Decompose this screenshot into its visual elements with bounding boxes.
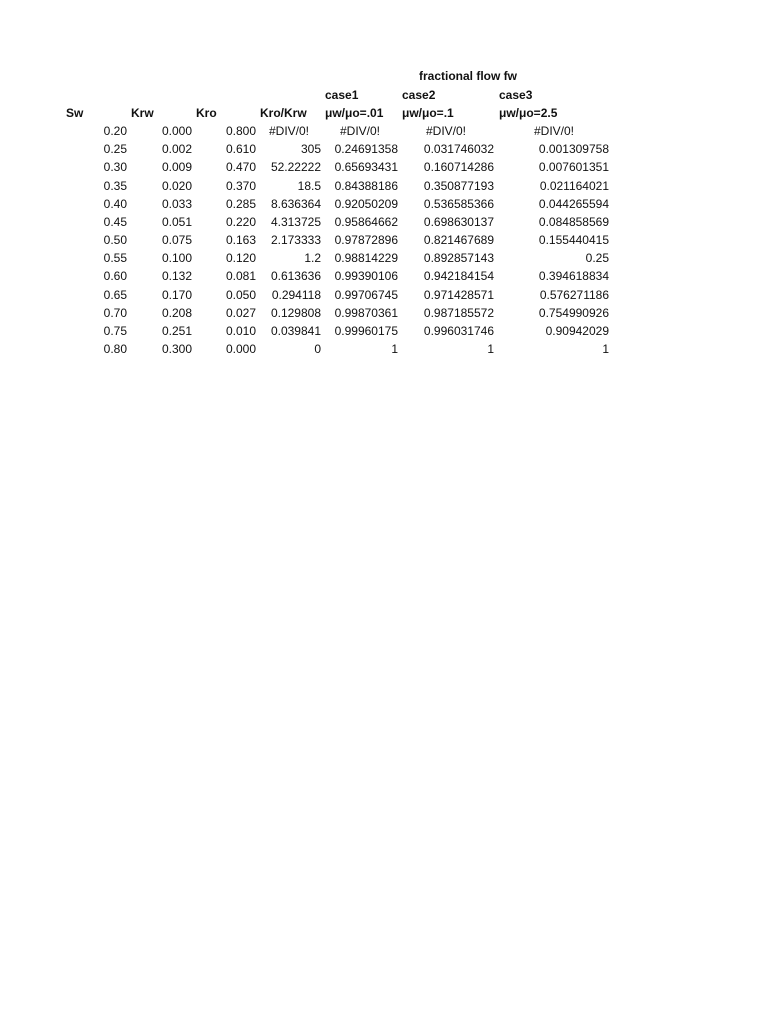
cell-kro-krw: 0.613636 <box>270 269 321 283</box>
cell-kro-krw: 4.313725 <box>270 215 321 229</box>
cell-kro-krw: 2.173333 <box>270 233 321 247</box>
cell-case2-fw: 0.031746032 <box>423 142 494 156</box>
cell-sw: 0.50 <box>103 233 127 247</box>
case1-label: case1 <box>325 88 359 102</box>
cell-kro: 0.220 <box>225 215 256 229</box>
cell-krw: 0.051 <box>161 215 192 229</box>
cell-sw: 0.60 <box>103 269 127 283</box>
cell-case3-fw: 0.576271186 <box>539 288 609 302</box>
col-header-case3-viscosity: μw/μo=2.5 <box>499 106 558 120</box>
cell-case1-fw: 0.99870361 <box>334 306 398 320</box>
cell-kro-krw: 52.22222 <box>270 160 321 174</box>
cell-sw: 0.80 <box>103 342 127 356</box>
cell-case2-fw: 0.698630137 <box>423 215 494 229</box>
col-header-case2-viscosity: μw/μo=.1 <box>402 106 454 120</box>
cell-kro: 0.285 <box>225 197 256 211</box>
cell-case2-fw: #DIV/0! <box>425 124 467 138</box>
cell-sw: 0.45 <box>103 215 127 229</box>
cell-krw: 0.009 <box>161 160 192 174</box>
cell-sw: 0.30 <box>103 160 127 174</box>
cell-case1-fw: 0.97872896 <box>334 233 398 247</box>
cell-case3-fw: 0.044265594 <box>538 197 609 211</box>
cell-sw: 0.75 <box>103 324 127 338</box>
cell-case1-fw: 0.99390106 <box>334 269 398 283</box>
cell-case3-fw: 0.90942029 <box>545 324 609 338</box>
cell-case3-fw: #DIV/0! <box>533 124 575 138</box>
cell-case2-fw: 0.942184154 <box>423 269 494 283</box>
cell-case3-fw: 0.084858569 <box>538 215 609 229</box>
cell-case1-fw: 0.65693431 <box>334 160 398 174</box>
cell-krw: 0.132 <box>161 269 192 283</box>
case2-label: case2 <box>402 88 436 102</box>
cell-sw: 0.70 <box>103 306 127 320</box>
cell-kro-krw: 0.294118 <box>271 288 321 302</box>
cell-krw: 0.002 <box>161 142 192 156</box>
cell-kro: 0.081 <box>225 269 256 283</box>
cell-kro: 0.610 <box>225 142 256 156</box>
cell-sw: 0.40 <box>103 197 127 211</box>
cell-case1-fw: 0.24691358 <box>334 142 398 156</box>
case3-label: case3 <box>499 88 533 102</box>
cell-kro: 0.050 <box>225 288 256 302</box>
cell-sw: 0.55 <box>103 251 127 265</box>
col-header-kro-krw: Kro/Krw <box>260 106 307 120</box>
cell-case3-fw: 0.155440415 <box>538 233 609 247</box>
cell-sw: 0.20 <box>103 124 127 138</box>
cell-case2-fw: 1 <box>487 342 494 356</box>
fractional-flow-title: fractional flow fw <box>418 69 517 83</box>
cell-case2-fw: 0.536585366 <box>423 197 494 211</box>
cell-case2-fw: 0.892857143 <box>423 251 494 265</box>
cell-kro: 0.000 <box>225 342 256 356</box>
cell-kro-krw: 0.129808 <box>270 306 321 320</box>
cell-case3-fw: 0.754990926 <box>538 306 609 320</box>
col-header-sw: Sw <box>66 106 84 120</box>
cell-case2-fw: 0.971428571 <box>423 288 494 302</box>
cell-case1-fw: 0.95864662 <box>334 215 398 229</box>
cell-case3-fw: 1 <box>602 342 609 356</box>
cell-kro: 0.370 <box>225 179 256 193</box>
cell-case2-fw: 0.350877193 <box>423 179 494 193</box>
cell-case1-fw: 0.84388186 <box>334 179 398 193</box>
cell-kro: 0.163 <box>225 233 256 247</box>
cell-case2-fw: 0.996031746 <box>423 324 494 338</box>
cell-kro-krw: 305 <box>300 142 321 156</box>
cell-sw: 0.35 <box>103 179 127 193</box>
cell-case3-fw: 0.001309758 <box>538 142 609 156</box>
cell-krw: 0.075 <box>161 233 192 247</box>
cell-krw: 0.251 <box>161 324 192 338</box>
cell-sw: 0.65 <box>103 288 127 302</box>
cell-case2-fw: 0.821467689 <box>423 233 494 247</box>
cell-kro: 0.120 <box>225 251 256 265</box>
cell-kro: 0.470 <box>225 160 256 174</box>
col-header-case1-viscosity: μw/μo=.01 <box>325 106 384 120</box>
cell-kro-krw: 18.5 <box>297 179 321 193</box>
cell-kro-krw: #DIV/0! <box>268 124 310 138</box>
cell-kro-krw: 0.039841 <box>270 324 321 338</box>
cell-case1-fw: 0.98814229 <box>334 251 398 265</box>
cell-case1-fw: #DIV/0! <box>339 124 381 138</box>
cell-kro-krw: 8.636364 <box>270 197 321 211</box>
cell-krw: 0.020 <box>161 179 192 193</box>
cell-case3-fw: 0.394618834 <box>538 269 609 283</box>
cell-case2-fw: 0.987185572 <box>423 306 494 320</box>
cell-krw: 0.100 <box>161 251 192 265</box>
cell-sw: 0.25 <box>103 142 127 156</box>
cell-case1-fw: 1 <box>391 342 398 356</box>
cell-krw: 0.300 <box>161 342 192 356</box>
cell-krw: 0.000 <box>161 124 192 138</box>
cell-case3-fw: 0.25 <box>585 251 609 265</box>
cell-kro-krw: 0 <box>314 342 321 356</box>
col-header-kro: Kro <box>196 106 217 120</box>
cell-krw: 0.033 <box>161 197 192 211</box>
cell-case3-fw: 0.021164021 <box>539 179 609 193</box>
cell-case1-fw: 0.99960175 <box>334 324 398 338</box>
cell-krw: 0.170 <box>161 288 192 302</box>
cell-case1-fw: 0.99706745 <box>334 288 398 302</box>
cell-kro-krw: 1.2 <box>304 251 321 265</box>
col-header-krw: Krw <box>131 106 154 120</box>
cell-case1-fw: 0.92050209 <box>334 197 398 211</box>
cell-kro: 0.027 <box>225 306 256 320</box>
cell-kro: 0.010 <box>225 324 256 338</box>
cell-case2-fw: 0.160714286 <box>423 160 494 174</box>
cell-krw: 0.208 <box>161 306 192 320</box>
cell-kro: 0.800 <box>225 124 256 138</box>
cell-case3-fw: 0.007601351 <box>538 160 609 174</box>
